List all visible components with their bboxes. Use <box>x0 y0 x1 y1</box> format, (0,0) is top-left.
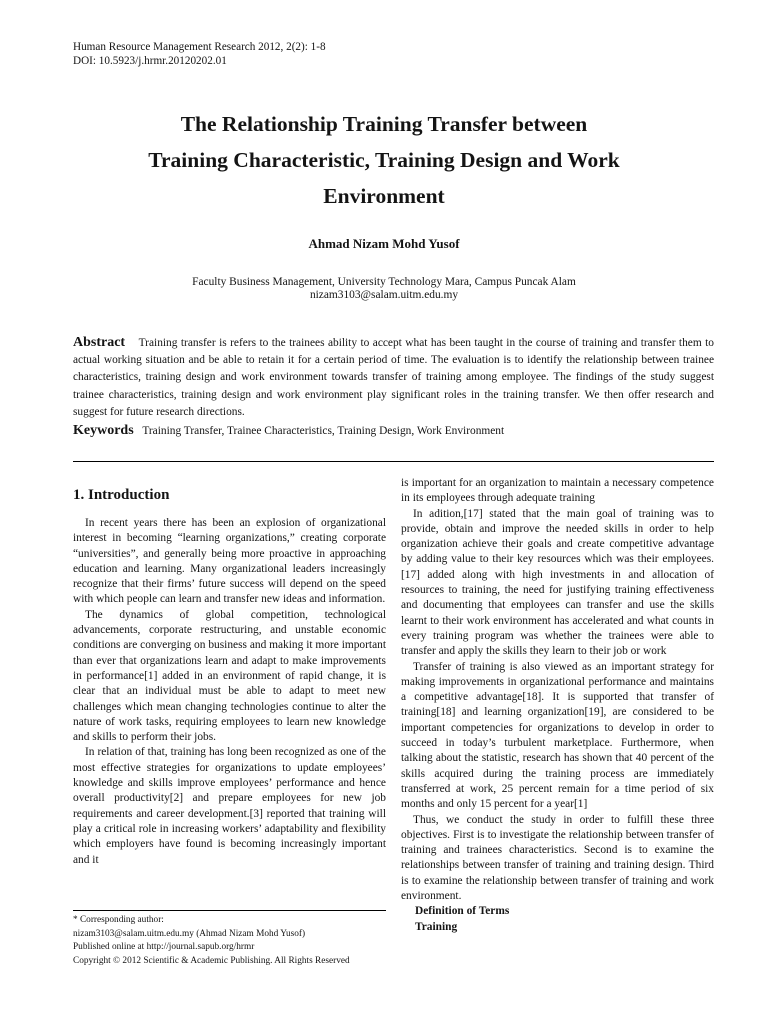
introduction-heading: 1. Introduction <box>73 487 170 503</box>
title-line-3: Environment <box>323 184 445 208</box>
keywords-label: Keywords <box>73 423 134 438</box>
journal-header <box>73 40 326 68</box>
footnote-divider <box>73 910 386 911</box>
author-name: Ahmad Nizam Mohd Yusof <box>308 236 460 251</box>
title-line-1: The Relationship Training Transfer between <box>180 112 588 136</box>
title-line-2: Training Characteristic, Training Design and Work <box>148 148 620 172</box>
left-column <box>73 516 386 868</box>
corresponding-author-note: * Corresponding author: <box>73 915 164 925</box>
footnotes <box>73 914 350 968</box>
copyright-note: Copyright © 2012 Scientific & Academic Publishing. All Rights Reserved <box>73 955 350 966</box>
abstract-label: Abstract <box>73 335 126 350</box>
section-divider <box>73 461 714 462</box>
paper-title <box>40 106 728 214</box>
keywords-text: Training Transfer, Trainee Characteristics, Training Design, Work Environment <box>142 425 505 437</box>
keywords <box>73 423 714 439</box>
affiliation-line: Faculty Business Management, University Technology Mara, Campus Puncak Alam <box>192 276 576 288</box>
training-heading: Training <box>415 920 458 933</box>
journal-citation: Human Resource Management Research 2012, 2(2): 1-8 <box>73 41 326 53</box>
published-online-note: Published online at http://journal.sapub.org/hrmr <box>73 942 255 953</box>
author-affiliation <box>0 276 768 302</box>
intro-paragraph-1: In recent years there has been an explosion of organizational interest in becoming “learning organizations,” creating corporate “universities”, and generally being more proactive in approaching education and learning. Many organizational leaders increasingly recognize that their firms’ future success will depend on the speed with which people can learn and transfer new ideas and information. <box>73 517 386 606</box>
corresponding-author-contact: nizam3103@salam.uitm.edu.my (Ahmad Nizam Mohd Yusof) <box>73 928 306 939</box>
doi: DOI: 10.5923/j.hrmr.20120202.01 <box>73 55 227 67</box>
abstract <box>73 334 714 421</box>
intro-paragraph-6: Thus, we conduct the study in order to fulfill these three objectives. First is to investigate the relationship between transfer of training and trainees characteristics. Second is to examine the relationships between transfer of training and training design. Third is to examine the relationship between transfer of training and work environment. <box>401 813 714 903</box>
intro-paragraph-5: Transfer of training is also viewed as an important strategy for making improvements in organizational performance and maintains a competitive advantage[18]. It is supported that transfer of training[18] and learning organization[19], are considered to be important competencies for organizations to develop in order to succeed in today’s turbulent marketplace. Furthermore, when talking about the statistic, research has shown that 40 percent of the skills acquired during the training process are immediately transferred at work, 25 percent remain for a time period of six months and only 15 percent for a year[1] <box>401 660 714 811</box>
author-email: nizam3103@salam.uitm.edu.my <box>309 289 459 301</box>
definition-of-terms-heading: Definition of Terms <box>415 905 510 918</box>
intro-paragraph-2: The dynamics of global competition, technological advancements, corporate restructuring, and unstable economic conditions are converging on business and making it more important than ever that organizations learn and adapt to make improvements in performance[1] added in an environment of rapid change, it is clear that an individual must be able to adapt to meet new challenges which mean changing technologies continue to alter the nature of work tasks, requiring employees to learn new knowledge and skills to perform their jobs. <box>73 608 386 744</box>
intro-paragraph-3-continued: is important for an organization to maintain a necessary competence in its employees through adequate training <box>401 477 714 505</box>
right-column <box>401 476 714 935</box>
abstract-text: Training transfer is refers to the trainees ability to accept what has been taught in the course of training and transfer them to actual working situation and be able to retain it for a certain period of time. The evaluation is to identify the relationship between trainee characteristics, training design and work environment towards transfer of training among employee. The findings of the study suggest trainee characteristics, training design and work environment play significant roles in the training transfer. We then offer research and suggest for future research directions. <box>73 337 714 418</box>
intro-paragraph-3: In relation of that, training has long been recognized as one of the most effective strategies for organizations to update employees’ knowledge and skills improve employees’ performance and hence overall productivity[2] and prepare employees for new job requirements and career development.[3] reported that training will play a critical role in increasing workers’ adaptability and flexibility which employers have found is becoming increasingly important and it <box>73 746 386 866</box>
intro-paragraph-4: In adition,[17] stated that the main goal of training was to provide, obtain and improve the needed skills in order to help organization achieve their goals and create competitive advantage by adding value to their key resources which was their employees.[17] added along with high investments in and allocation of resources to training, the need for justifying training effectiveness and documenting that employees can transfer and use the skills learnt to their work environment has accelerated and what counts in every training program was whether the trainees were able to transfer and apply the skills they learn to their job or work <box>401 507 714 658</box>
